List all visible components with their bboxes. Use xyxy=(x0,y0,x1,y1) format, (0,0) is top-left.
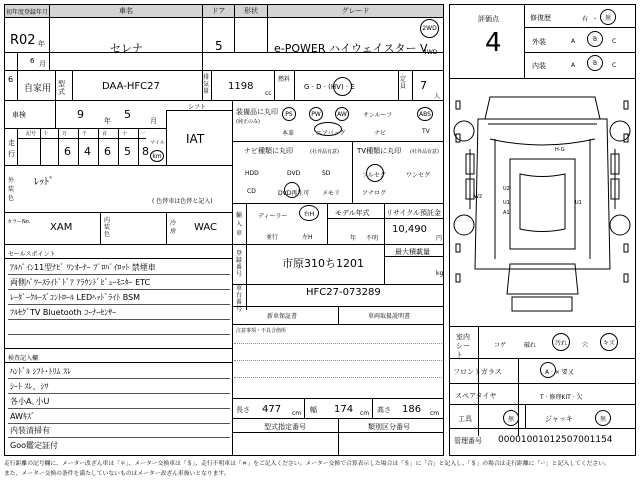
first-reg-header xyxy=(5,5,49,17)
body-header xyxy=(235,5,267,17)
mileage-digit-0: 6 xyxy=(64,145,71,158)
capacity-value: 7 xyxy=(420,79,427,92)
ext-grade-b: B xyxy=(592,35,598,43)
year-suffix: 年 xyxy=(38,40,45,48)
equip-aw: AW xyxy=(337,110,347,118)
equip-sunroof: サンルーフ xyxy=(363,112,393,119)
use-type: 自家用 xyxy=(24,84,52,94)
score-label: 評価点 xyxy=(478,15,499,23)
inspector-title: 検査記入欄 xyxy=(8,355,39,362)
type-cert-label: 型式指定番号 xyxy=(264,423,306,431)
selling-line-4: ﾌﾙｾｸﾞTV Bluetooth ｺｰﾅｰｾﾝｻｰ xyxy=(10,308,117,317)
capacity-label: 定員 xyxy=(400,76,407,90)
max-load-label: 最大積載量 xyxy=(395,248,430,256)
seat-opt-tear: 破れ xyxy=(524,342,537,349)
inspector-line-5: 内装清掃有 xyxy=(10,426,50,435)
chassis-value: HFC27-073289 xyxy=(306,287,381,298)
cooler-label: 冷房 xyxy=(170,220,177,235)
selling-line-3: ﾚｰﾀﾞｰｸﾙｰｽﾞｺﾝﾄﾛｰﾙ LEDﾍｯﾄﾞﾗｲﾄ BSM xyxy=(10,293,141,302)
nav-title: ナビ種類に丸印 xyxy=(244,147,293,155)
equip-pw-circle xyxy=(309,107,323,121)
diagram-mark-a1: A1 xyxy=(503,210,510,216)
mileage-unit-4: 十 xyxy=(122,131,128,137)
nav-sub: (社外品有意) xyxy=(310,149,339,155)
nav-dvd: DVD xyxy=(287,170,301,177)
color-note: ( 色替車は色替と記入) xyxy=(152,198,213,205)
reg-month: 6 xyxy=(30,57,35,65)
equip-airbag: エアバッグ xyxy=(316,130,346,137)
nav-hdd: HDD xyxy=(245,170,259,177)
recycle-value: 10,490 xyxy=(392,224,427,235)
footer-note-2: また、メーター交換の条件を満たしていないものはメーター改ざん車扱いとなります。 xyxy=(4,471,230,477)
interior-color-label: 内装色 xyxy=(104,217,111,238)
model-year-label: モデル年式 xyxy=(335,209,370,217)
inspection-month: 5 xyxy=(124,108,131,121)
color-value: ﾚｯﾄﾞ xyxy=(34,177,54,188)
capacity-unit: 人 xyxy=(434,93,441,100)
shift-label: シフト xyxy=(188,104,207,111)
diagram-mark-w2: W2 xyxy=(474,194,483,200)
mileage-digit-2: 6 xyxy=(104,145,111,158)
tv-sub: (社外品有意) xyxy=(410,149,439,155)
int-label: 内装 xyxy=(532,62,546,70)
disp-unit: cc xyxy=(265,90,272,97)
mileage-symbol-label: 記号 xyxy=(26,131,37,137)
model-label: 型式 xyxy=(58,80,65,96)
selling-title: セールスポイント xyxy=(8,251,56,258)
model-year-unit: 年 xyxy=(350,235,357,242)
tools-no-circle xyxy=(503,410,519,426)
length-value: 477 xyxy=(262,404,282,415)
mileage-unit-km: km xyxy=(152,152,162,160)
plate-label: 登録番号 xyxy=(236,250,243,278)
equip-pw: PW xyxy=(311,110,321,118)
jack-label: ジャッキ xyxy=(545,415,573,423)
name-header xyxy=(50,5,202,17)
handle-left: 左H xyxy=(302,234,313,241)
fuel-label: 燃料 xyxy=(278,76,291,83)
equip-aw-circle xyxy=(335,107,349,121)
reg-number: 6 xyxy=(8,75,14,84)
handle-right-circle xyxy=(299,205,319,221)
seat-opt-burn: コゲ xyxy=(494,342,507,349)
equip-leather: 本革 xyxy=(282,130,295,137)
recycle-unit: 円 xyxy=(436,235,443,242)
import-dealer: ディーラー xyxy=(258,213,288,220)
inspection-label: 車検 xyxy=(12,111,26,119)
ext-grade-a: A xyxy=(571,38,576,45)
inspection-year: 9 xyxy=(77,108,84,121)
spare-opts: T · 修理KIT · 欠 xyxy=(540,394,583,401)
height-unit: cm xyxy=(430,410,440,417)
score-value: 4 xyxy=(485,28,502,58)
mileage-km-circle xyxy=(150,150,164,162)
grade-value: e-POWER ハイウェイスター V xyxy=(274,42,428,55)
nav-memory: メモリ xyxy=(322,190,341,197)
chassis-label: 車台番号 xyxy=(236,285,243,313)
inspector-line-2: ｼｰﾄ ｽﾚ、ｼﾜ xyxy=(10,382,49,391)
seat-scratch-circle xyxy=(600,333,618,351)
nav-cd: CD xyxy=(247,188,256,195)
inspector-line-1: ﾊﾝﾄﾞﾙ ｼﾌﾄ･ﾄﾘﾑ ｽﾚ xyxy=(10,367,72,376)
seat-label: 室内シート xyxy=(456,333,470,359)
height-value: 186 xyxy=(402,404,422,415)
tv-fullseg: フルセグ xyxy=(362,172,386,179)
class-label: 類別区分番号 xyxy=(368,423,410,431)
diagram-mark-hg: H-G xyxy=(555,147,565,153)
door-count: 5 xyxy=(215,39,223,53)
shift-value: IAT xyxy=(186,132,205,146)
tv-fullseg-circle xyxy=(366,164,384,182)
inspector-line-6: Goo鑑定証付 xyxy=(10,441,58,450)
tools-value: 無 xyxy=(507,415,514,423)
cooler-value: WAC xyxy=(194,222,217,233)
seat-stain-circle xyxy=(552,333,570,351)
manual-label: 車両取扱説明書 xyxy=(368,313,411,320)
repair-no-circle xyxy=(600,9,616,25)
seat-opt-hole: 穴 xyxy=(582,342,589,349)
car-body-diagram xyxy=(450,79,635,326)
drive-4wd: 4WD xyxy=(423,49,438,56)
length-unit: cm xyxy=(292,410,302,417)
equip-ps-circle xyxy=(282,107,296,121)
mileage-unit-2: 千 xyxy=(82,131,88,137)
footer-note-1: 走行距離の記号欄に、メーター改ざん車は「＊」、メーター交換車は「＄」、走行不明車は「＃」をご記入ください。メーター交換で合算表示した場合は「＄」に「合」と記入し、「＄」の場合は走行距離に「ー」と記入してください。 xyxy=(4,461,610,467)
grade-header xyxy=(268,5,443,17)
car-name: セレナ xyxy=(110,42,143,55)
width-value: 174 xyxy=(334,404,354,415)
disp-label: 排気量 xyxy=(203,74,210,95)
int-grade-b: B xyxy=(592,59,598,67)
jack-no-circle xyxy=(595,410,611,426)
ext-grade-b-circle xyxy=(587,31,603,47)
color-label: 外装色 xyxy=(8,177,15,202)
drive-2wd: 2WD xyxy=(422,25,437,32)
door-header xyxy=(203,5,234,17)
repair-label: 修復歴 xyxy=(530,14,551,22)
caution-label: 注意事項・不具合箇所 xyxy=(236,328,287,334)
plate-value: 市原310ち1201 xyxy=(282,257,364,270)
equipment-sub: (純正のみ) xyxy=(236,119,260,125)
import-parallel: 並行 xyxy=(266,234,279,241)
height-label: 高さ xyxy=(377,406,391,414)
repair-no: 無 xyxy=(604,14,611,22)
tv-title: TV種類に丸印 xyxy=(357,147,402,155)
nav-dvd-play-circle xyxy=(284,182,300,198)
mgmt-value: 0000100101250700​1154 xyxy=(498,435,613,445)
int-grade-c: C xyxy=(612,62,617,69)
inspector-line-4: AWｷｽﾞ xyxy=(10,412,35,421)
equip-abs-circle xyxy=(417,107,433,121)
int-grade-b-circle xyxy=(587,55,603,71)
name-label: 車名 xyxy=(119,7,133,15)
equip-airbag-circle xyxy=(314,122,342,136)
inspector-line-3: 各小A､小U xyxy=(10,397,50,406)
inspection-year-unit: 年 xyxy=(104,117,111,125)
mileage-digit-4: 8 xyxy=(142,145,149,158)
equip-navi: ナビ xyxy=(374,130,387,137)
selling-line-1: ｱﾙﾊﾟｲﾝ11型ﾅﾋﾞ ﾜﾝｵｰﾅｰ ﾌﾟﾛﾊﾟｲﾛｯﾄ 禁煙車 xyxy=(10,263,156,272)
fuel-hv-circle xyxy=(333,77,352,96)
drive-2wd-circle xyxy=(420,19,439,38)
body-label: 形状 xyxy=(244,7,258,15)
mileage-unit-5: 一 xyxy=(140,131,146,137)
year-era: R02 xyxy=(10,33,36,48)
front-glass-label: フロントガラス xyxy=(453,368,502,376)
handle-right: 右H xyxy=(303,210,315,218)
equipment-title: 装備品に丸印 xyxy=(236,108,278,116)
equip-tv: TV xyxy=(422,128,430,135)
grade-label: グレード xyxy=(341,7,370,15)
displacement: 1198 xyxy=(228,81,254,92)
door-label: ドア xyxy=(211,7,226,15)
int-grade-a: A xyxy=(571,62,576,69)
jack-value: 無 xyxy=(599,415,606,423)
month-suffix: 月 xyxy=(39,60,46,68)
diagram-mark-u2: U2 xyxy=(503,186,510,192)
mileage-unit-3: 百 xyxy=(102,131,108,137)
warranty-label: 新車保証書 xyxy=(267,313,298,320)
fuel-options: G · D · (HV) · E xyxy=(304,83,355,91)
mgmt-label: 管理番号 xyxy=(454,437,482,445)
tv-analog: アナログ xyxy=(362,190,387,197)
max-load-unit: kg xyxy=(436,270,444,277)
equip-ps: PS xyxy=(285,110,293,118)
mileage-unit-0: 十 xyxy=(43,131,49,137)
ext-label: 外装 xyxy=(532,38,546,46)
mileage-unit-1: 万 xyxy=(62,131,68,137)
inspection-month-unit: 月 xyxy=(150,117,157,125)
length-label: 長さ xyxy=(236,406,250,414)
recycle-label: リサイクル預託金 xyxy=(386,209,442,217)
equip-abs: ABS xyxy=(419,110,431,118)
width-unit: cm xyxy=(360,410,370,417)
nav-dvd-play: DVD再生可 xyxy=(278,190,310,197)
import-label: 輸入車 xyxy=(236,212,243,237)
ext-grade-c: C xyxy=(612,38,617,45)
seat-opt-scratch: キズ xyxy=(603,339,615,347)
repair-yes: 有 xyxy=(582,16,589,23)
diagram-mark-u1-b: U1 xyxy=(575,200,582,206)
selling-line-2: 両側ﾊﾟﾜｰｽﾗｲﾄﾞﾄﾞｱ ｱﾗｳﾝﾄﾞﾋﾞｭｰﾓﾆﾀｰ ETC xyxy=(10,278,151,287)
tools-label: 工具 xyxy=(458,415,472,423)
mileage-unit-mile: マイル xyxy=(150,140,165,146)
spare-label: スペアタイヤ xyxy=(455,392,497,400)
mileage-digit-3: 5 xyxy=(124,145,131,158)
mileage-digit-1: 4 xyxy=(84,145,91,158)
color-no-label: カラーNo. xyxy=(7,219,31,225)
first-reg-label: 初年度登録年月 xyxy=(5,8,48,16)
tv-oneseg: ワンセグ xyxy=(406,172,431,179)
model-value: DAA-HFC27 xyxy=(102,81,160,92)
color-no-value: XAM xyxy=(50,222,73,233)
model-year-value: 不明 xyxy=(366,235,379,242)
diagram-mark-u1-a: U1 xyxy=(503,200,510,206)
width-label: 幅 xyxy=(310,406,317,414)
mileage-label: 走行 xyxy=(8,139,15,158)
nav-sd: SD xyxy=(322,170,331,177)
front-glass-opts: A · × 要又 xyxy=(545,369,574,376)
seat-opt-stain: 汚れ xyxy=(554,339,567,347)
